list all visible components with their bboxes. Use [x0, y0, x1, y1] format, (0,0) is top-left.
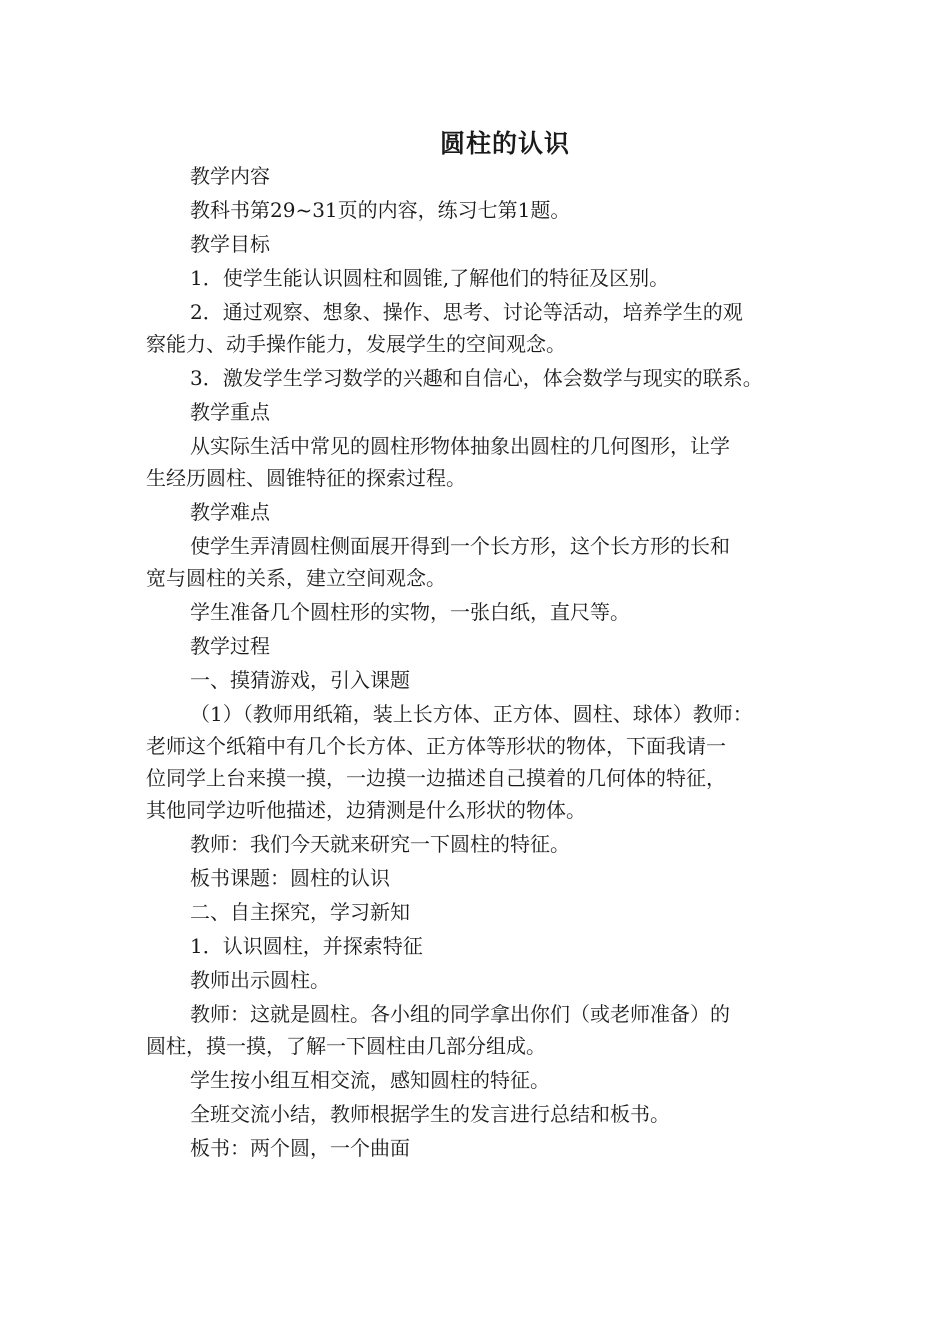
paragraph-line: 生经历圆柱、圆锥特征的探索过程。 — [146, 466, 466, 490]
paragraph-line: 教学目标 — [190, 232, 270, 256]
paragraph — [146, 828, 816, 860]
paragraph-line: 学生按小组互相交流，感知圆柱的特征。 — [190, 1068, 550, 1092]
paragraph — [146, 630, 816, 662]
paragraph — [146, 664, 816, 696]
paragraph — [146, 296, 816, 360]
paragraph — [146, 896, 816, 928]
paragraph — [146, 1098, 816, 1130]
paragraph-line: 教师：这就是圆柱。各小组的同学拿出你们（或老师准备）的 — [190, 1002, 730, 1026]
document-title: 圆柱的认识 — [439, 129, 570, 158]
paragraph-line: 1．使学生能认识圆柱和圆锥,了解他们的特征及区别。 — [190, 266, 670, 290]
paragraph — [146, 530, 816, 594]
paragraph — [146, 964, 816, 996]
paragraph-line: 其他同学边听他描述，边猜测是什么形状的物体。 — [146, 798, 586, 822]
paragraph-line: 全班交流小结，教师根据学生的发言进行总结和板书。 — [190, 1102, 670, 1126]
paragraph — [146, 228, 816, 260]
paragraph-line: 板书课题：圆柱的认识 — [190, 866, 390, 890]
paragraph-line: 学生准备几个圆柱形的实物，一张白纸，直尺等。 — [190, 600, 630, 624]
paragraph-line: 教师：我们今天就来研究一下圆柱的特征。 — [190, 832, 570, 856]
paragraph-line: 教学重点 — [190, 400, 270, 424]
paragraph-line: 教学过程 — [190, 634, 270, 658]
paragraph — [146, 998, 816, 1062]
paragraph-line: （1）（教师用纸箱，装上长方体、正方体、圆柱、球体）教师： — [190, 702, 753, 726]
paragraph-line: 教科书第29~31页的内容，练习七第1题。 — [190, 198, 571, 222]
paragraph-line: 教师出示圆柱。 — [190, 968, 330, 992]
paragraph-line: 使学生弄清圆柱侧面展开得到一个长方形，这个长方形的长和 — [190, 534, 730, 558]
paragraph — [146, 194, 816, 226]
paragraph-line: 3．激发学生学习数学的兴趣和自信心，体会数学与现实的联系。 — [190, 366, 763, 390]
paragraph — [146, 430, 816, 494]
paragraph-line: 察能力、动手操作能力，发展学生的空间观念。 — [146, 332, 566, 356]
paragraph-line: 位同学上台来摸一摸，一边摸一边描述自己摸着的几何体的特征， — [146, 766, 726, 790]
paragraph — [146, 496, 816, 528]
paragraph-line: 2．通过观察、想象、操作、思考、讨论等活动，培养学生的观 — [190, 300, 743, 324]
paragraph — [146, 698, 816, 826]
paragraph — [146, 862, 816, 894]
paragraph-line: 教学内容 — [190, 164, 270, 188]
paragraph — [146, 596, 816, 628]
paragraph-line: 老师这个纸箱中有几个长方体、正方体等形状的物体，下面我请一 — [146, 734, 726, 758]
paragraph-line: 从实际生活中常见的圆柱形物体抽象出圆柱的几何图形，让学 — [190, 434, 730, 458]
paragraph — [146, 1132, 816, 1164]
paragraph — [146, 362, 816, 394]
document-body — [146, 160, 816, 1166]
paragraph — [146, 160, 816, 192]
paragraph-line: 教学难点 — [190, 500, 270, 524]
paragraph — [146, 396, 816, 428]
paragraph-line: 圆柱，摸一摸，了解一下圆柱由几部分组成。 — [146, 1034, 546, 1058]
paragraph-line: 板书：两个圆，一个曲面 — [190, 1136, 410, 1160]
paragraph-line: 宽与圆柱的关系，建立空间观念。 — [146, 566, 446, 590]
paragraph — [146, 1064, 816, 1096]
paragraph-line: 1．认识圆柱，并探索特征 — [190, 934, 423, 958]
paragraph — [146, 930, 816, 962]
paragraph-line: 一、摸猜游戏，引入课题 — [190, 668, 410, 692]
paragraph-line: 二、自主探究，学习新知 — [190, 900, 410, 924]
paragraph — [146, 262, 816, 294]
